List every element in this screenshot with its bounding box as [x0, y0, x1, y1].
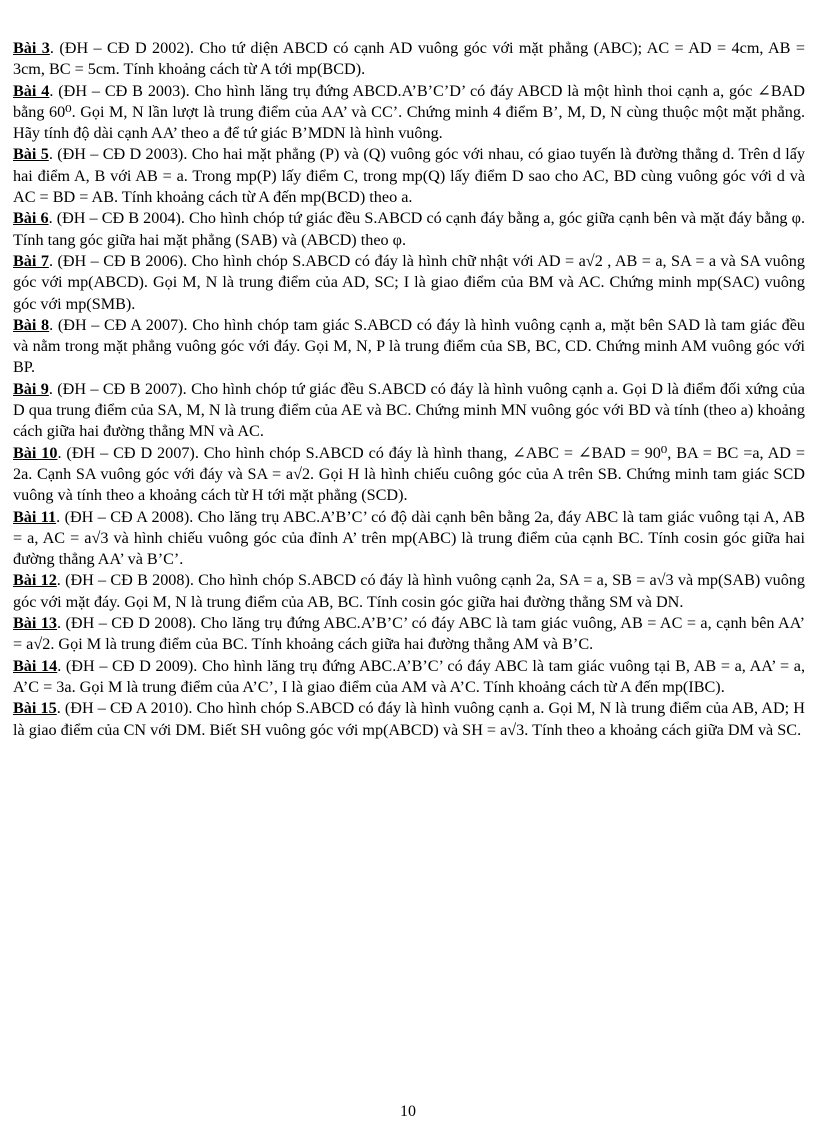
problem-8	[13, 315, 805, 379]
problem-label: Bài 10	[13, 443, 58, 462]
problem-label: Bài 9	[13, 379, 49, 398]
problem-label: Bài 14	[13, 656, 58, 675]
problem-label: Bài 4	[13, 81, 50, 100]
problem-text: . (ĐH – CĐ B 2003). Cho hình lăng trụ đứng ABCD.A’B’C’D’ có đáy ABCD là một hình thoi cạnh a, góc ∠BAD bằng 60⁰. Gọi M, N lần lượt là trung điểm của AA’ và CC’. Chứng minh 4 điểm B’, M, D, N cùng thuộc một mặt phẳng. Hãy tính độ dài cạnh AA’ theo a để tứ giác B’MDN là hình vuông.	[13, 81, 805, 143]
problem-text: . (ĐH – CĐ D 2007). Cho hình chóp S.ABCD có đáy là hình thang, ∠ABC = ∠BAD = 90⁰, BA = BC =a, AD = 2a. Cạnh SA vuông góc với đáy và SA = a√2. Gọi H là hình chiếu cuông góc của A trên SB. Chứng minh tam giác SCD vuông và tính theo a khoảng cách từ H tới mặt phẳng (SCD).	[13, 443, 806, 505]
problem-9	[13, 379, 805, 443]
problem-13	[13, 613, 805, 656]
problem-label: Bài 7	[13, 251, 49, 270]
problem-label: Bài 3	[13, 39, 50, 57]
problem-5	[13, 144, 805, 208]
problem-text: . (ĐH – CĐ A 2010). Cho hình chóp S.ABCD có đáy là hình vuông cạnh a. Gọi M, N là trung điểm của AB, AD; H là giao điểm của CN với DM. Biết SH vuông góc với mp(ABCD) và SH = a√3. Tính theo a khoảng cách giữa DM và SC.	[13, 699, 805, 739]
problem-text: . (ĐH – CĐ B 2007). Cho hình chóp tứ giác đều S.ABCD có đáy là hình vuông cạnh a. Gọi D là điểm đối xứng của D qua trung điểm của SA, M, N là trung điểm của AE và BC. Chứng minh MN vuông góc với BD và tính (theo a) khoảng cách giữa hai đường thẳng MN và AC.	[13, 379, 805, 441]
problem-6	[13, 208, 805, 251]
problem-list	[13, 38, 805, 741]
problem-4	[13, 81, 805, 145]
problem-text: . (ĐH – CĐ D 2008). Cho lăng trụ đứng ABC.A’B’C’ có đáy ABC là tam giác vuông, AB = AC = a, cạnh bên AA’ = a√2. Gọi M là trung điểm của BC. Tính khoảng cách giữa hai đường thẳng AM và B’C.	[13, 614, 805, 654]
problem-7	[13, 251, 805, 315]
page-number: 10	[400, 1103, 416, 1120]
problem-label: Bài 6	[13, 209, 49, 228]
problem-text: . (ĐH – CĐ D 2002). Cho tứ diện ABCD có cạnh AD vuông góc với mặt phẳng (ABC); AC = AD = 4cm, AB = 3cm, BC = 5cm. Tính khoảng cách từ A tới mp(BCD).	[13, 39, 806, 79]
problem-label: Bài 8	[13, 315, 50, 334]
problem-text: . (ĐH – CĐ B 2006). Cho hình chóp S.ABCD có đáy là hình chữ nhật với AD = a√2 , AB = a, SA = a và SA vuông góc với mp(ABCD). Gọi M, N là trung điểm của AD, SC; I là giao điểm của BM và AC. Chứng minh mp(SAC) vuông góc với mp(SMB).	[13, 251, 805, 313]
problem-label: Bài 12	[13, 571, 57, 590]
problem-text: . (ĐH – CĐ D 2003). Cho hai mặt phẳng (P) và (Q) vuông góc với nhau, có giao tuyến là đường thẳng d. Trên d lấy hai điểm A, B với AB = a. Trong mp(P) lấy điểm C, trong mp(Q) lấy điểm D sao cho AC, BD cùng vuông góc với d và AC = BD = AB. Tính khoảng cách từ A đến mp(BCD) theo a.	[13, 145, 805, 207]
problem-label: Bài 11	[13, 507, 57, 526]
problem-label: Bài 15	[13, 699, 57, 718]
problem-11	[13, 507, 805, 571]
problem-text: . (ĐH – CĐ A 2008). Cho lăng trụ ABC.A’B’C’ có độ dài cạnh bên bằng 2a, đáy ABC là tam giác vuông tại A, AB = a, AC = a√3 và hình chiếu vuông góc của đỉnh A’ trên mp(ABC) là trung điểm của cạnh BC. Tính cosin góc giữa hai đường thẳng AA’ và B’C’.	[13, 507, 806, 569]
problem-label: Bài 13	[13, 614, 58, 633]
problem-15	[13, 698, 805, 741]
problem-text: . (ĐH – CĐ B 2004). Cho hình chóp tứ giác đều S.ABCD có cạnh đáy bằng a, góc giữa cạnh bên và mặt đáy bằng φ. Tính tang góc giữa hai mặt phẳng (SAB) và (ABCD) theo φ.	[13, 209, 805, 249]
problem-text: . (ĐH – CĐ A 2007). Cho hình chóp tam giác S.ABCD có đáy là hình vuông cạnh a, mặt bên SAD là tam giác đều và nằm trong mặt phẳng vuông góc với đáy. Gọi M, N, P là trung điểm của SB, BC, CD. Chứng minh AM vuông góc với BP.	[13, 315, 805, 377]
problem-14	[13, 656, 805, 699]
problem-text: . (ĐH – CĐ B 2008). Cho hình chóp S.ABCD có đáy là hình vuông cạnh 2a, SA = a, SB = a√3 và mp(SAB) vuông góc với mặt đáy. Gọi M, N là trung điểm của AB, BC. Tính cosin góc giữa hai đường thẳng SM và DN.	[13, 571, 805, 611]
problem-text: . (ĐH – CĐ D 2009). Cho hình lăng trụ đứng ABC.A’B’C’ có đáy ABC là tam giác vuông tại B, AB = a, AA’ = a, A’C = 3a. Gọi M là trung điểm của A’C’, I là giao điểm của AM và A’C. Tính khoảng cách từ A đến mp(IBC).	[13, 656, 805, 696]
problem-label: Bài 5	[13, 145, 49, 164]
problem-10	[13, 443, 805, 507]
problem-12	[13, 570, 805, 613]
problem-3	[13, 38, 805, 81]
